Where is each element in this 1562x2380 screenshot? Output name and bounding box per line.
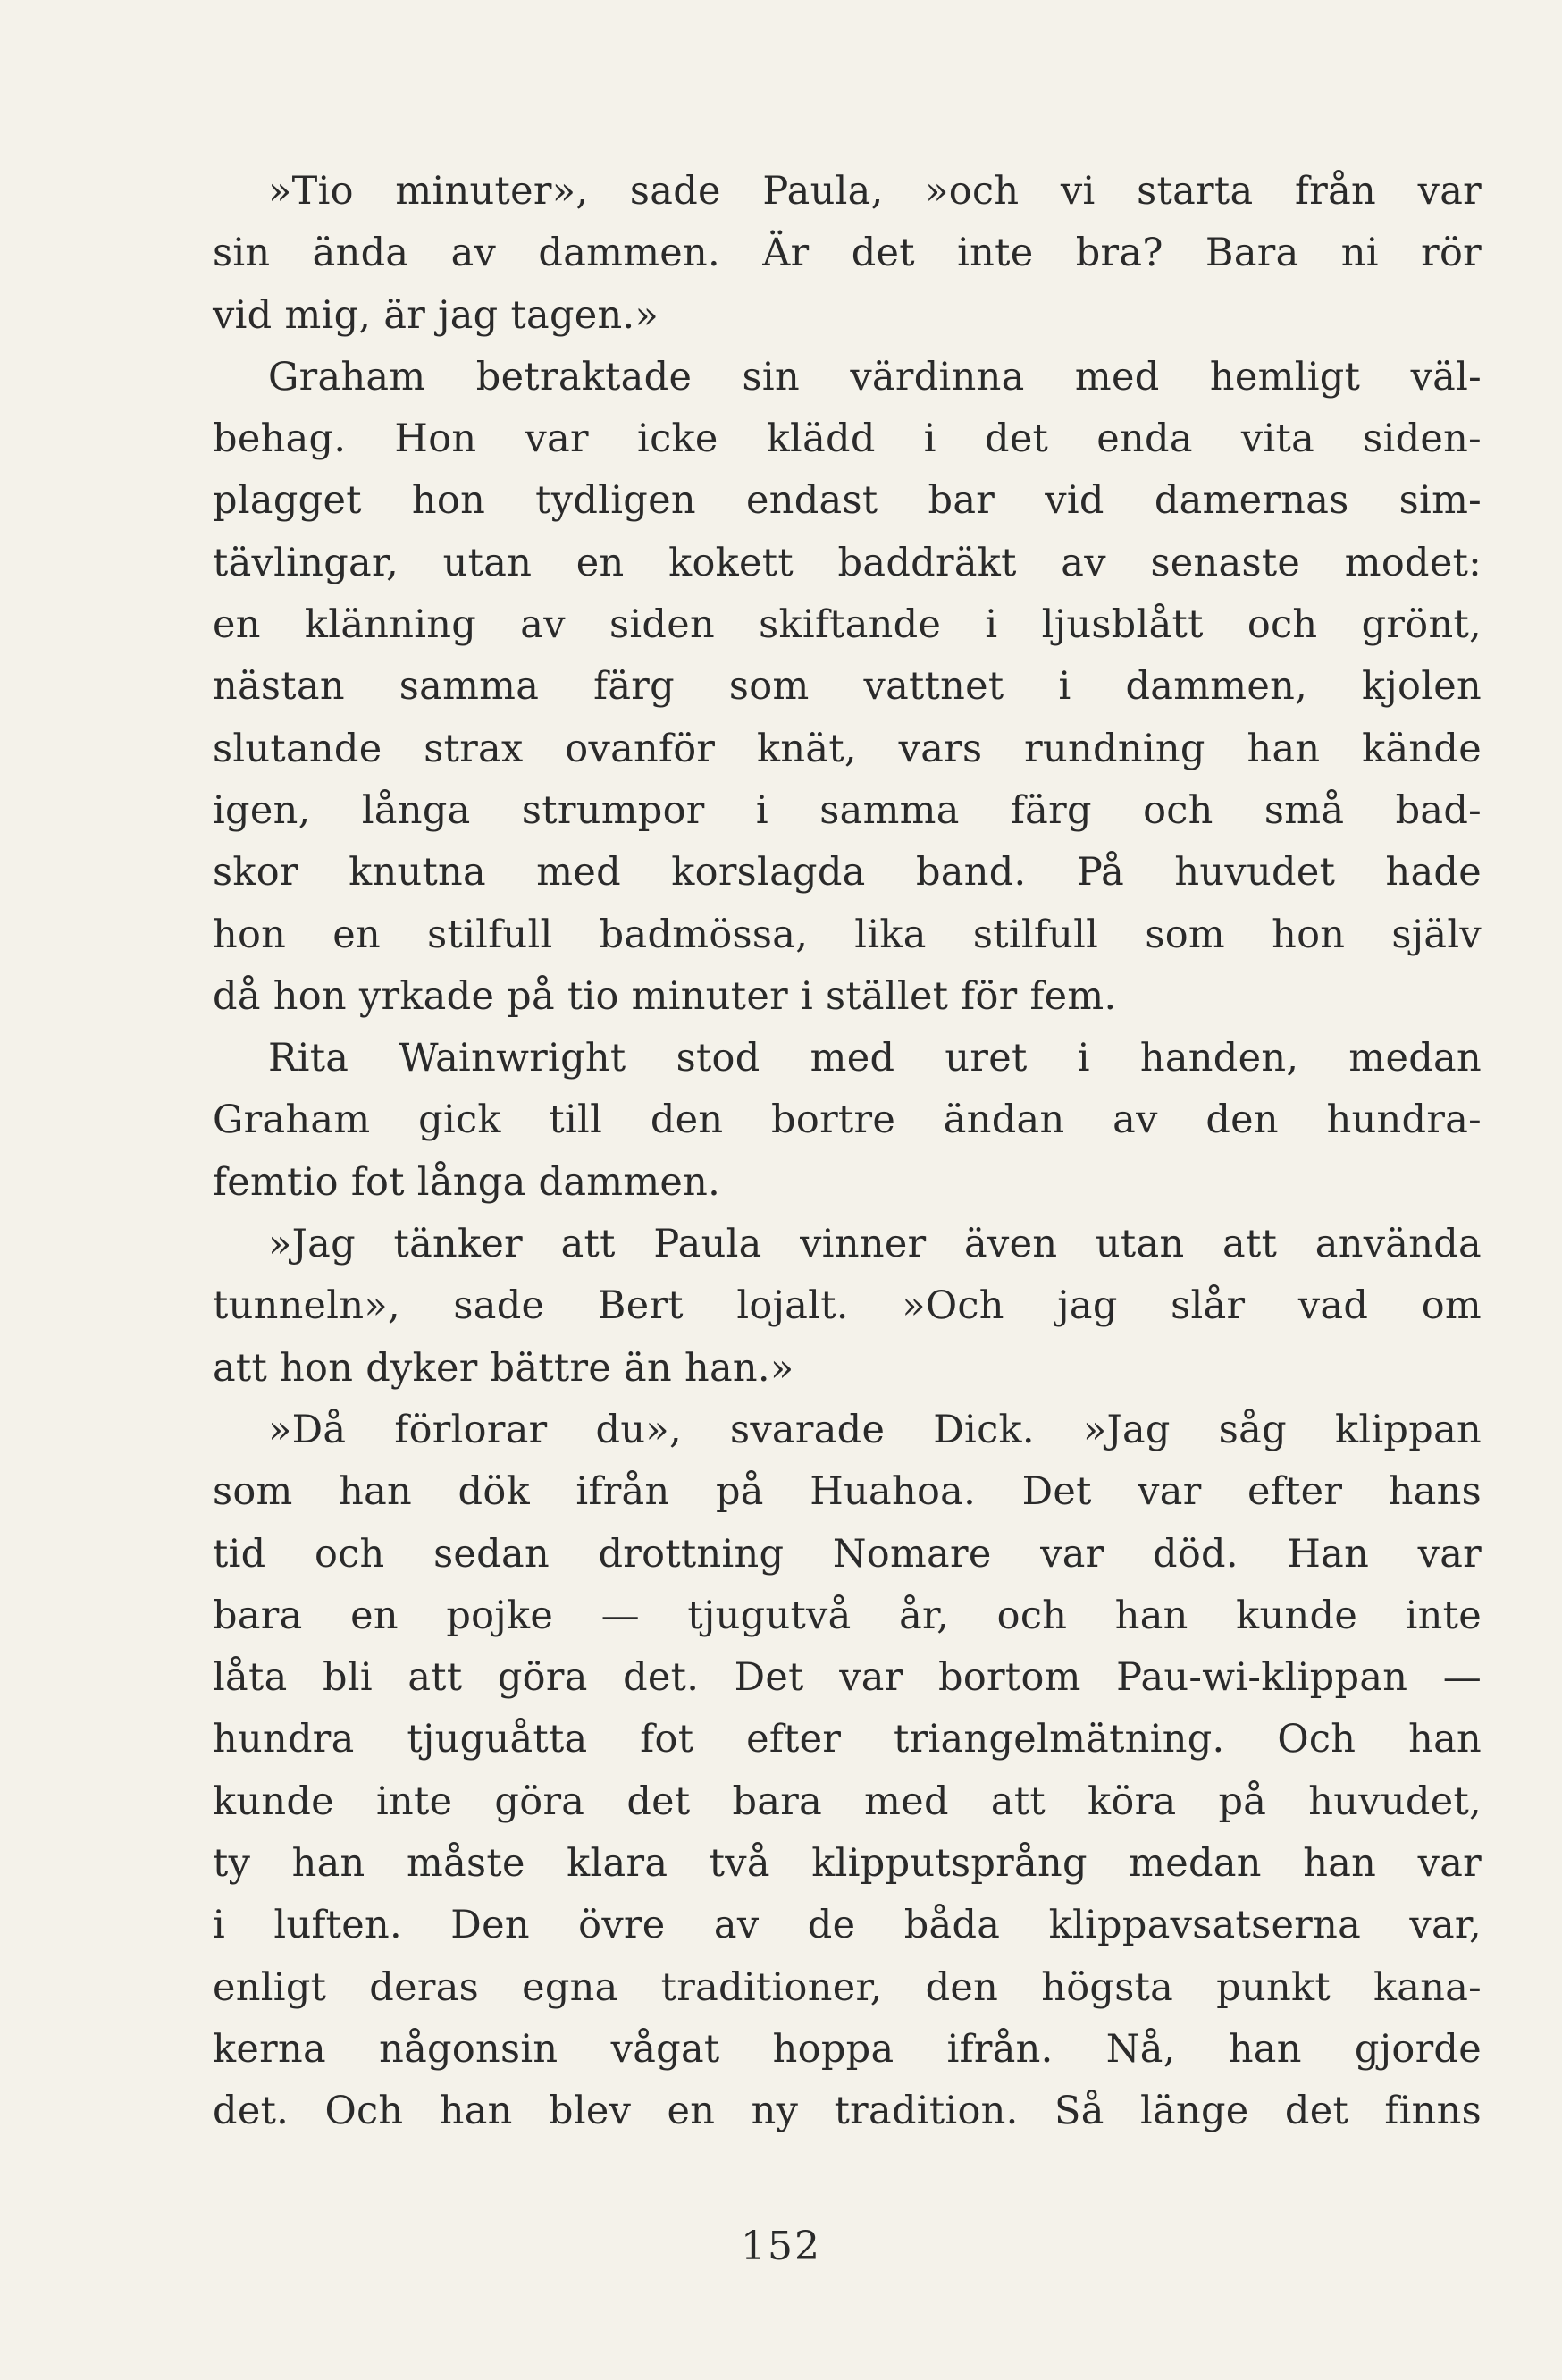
- text-line: tävlingar, utan en kokett baddräkt av senaste modet:: [213, 540, 1482, 585]
- text-line: ty han måste klara två klipputsprång medan han var: [213, 1841, 1482, 1887]
- text-line: bara en pojke — tjugutvå år, och han kunde inte: [213, 1593, 1482, 1638]
- text-line: kerna någonsin vågat hoppa ifrån. Nå, han gjorde: [213, 2026, 1482, 2072]
- text-line: slutande strax ovanför knät, vars rundning han kände: [213, 726, 1482, 771]
- text-line: skor knutna med korslagda band. På huvudet hade: [213, 850, 1482, 896]
- text-line: i luften. Den övre av de båda klippavsatserna var,: [213, 1903, 1482, 1948]
- text-line: tunneln», sade Bert lojalt. »Och jag slår vad om: [213, 1283, 1482, 1329]
- text-line: hon en stilfull badmössa, lika stilfull som hon själv: [213, 912, 1482, 957]
- text-line: vid mig, är jag tagen.»: [213, 292, 659, 338]
- text-line: låta bli att göra det. Det var bortom Pau-wi-klippan —: [213, 1655, 1482, 1701]
- text-line: tid och sedan drottning Nomare var död. Han var: [213, 1531, 1482, 1577]
- text-line: kunde inte göra det bara med att köra på huvudet,: [213, 1779, 1482, 1824]
- text-line: »Då förlorar du», svarade Dick. »Jag såg klippan: [268, 1407, 1482, 1452]
- text-line: igen, långa strumpor i samma färg och små bad-: [213, 787, 1482, 833]
- body-text: [213, 161, 1482, 2143]
- text-line: sin ända av dammen. Är det inte bra? Bara ni rör: [213, 231, 1482, 276]
- text-line: »Tio minuter», sade Paula, »och vi starta från var: [268, 169, 1482, 214]
- text-line: Rita Wainwright stod med uret i handen, medan: [268, 1036, 1482, 1081]
- text-line: Graham betraktade sin värdinna med hemligt väl-: [268, 354, 1482, 399]
- text-line: »Jag tänker att Paula vinner även utan att använda: [268, 1222, 1482, 1267]
- text-line: enligt deras egna traditioner, den högsta punkt kana-: [213, 1964, 1482, 2010]
- text-line: femtio fot långa dammen.: [213, 1159, 721, 1205]
- text-line: som han dök ifrån på Huahoa. Det var efter hans: [213, 1469, 1482, 1515]
- page-number: 152: [741, 2224, 821, 2269]
- text-line: nästan samma färg som vattnet i dammen, kjolen: [213, 664, 1482, 710]
- text-line: plagget hon tydligen endast bar vid damernas sim-: [213, 478, 1482, 524]
- text-line: då hon yrkade på tio minuter i stället för fem.: [213, 973, 1117, 1019]
- text-line: en klänning av siden skiftande i ljusblått och grönt,: [213, 602, 1482, 648]
- text-line: behag. Hon var icke klädd i det enda vita siden-: [213, 416, 1482, 462]
- text-line: det. Och han blev en ny tradition. Så länge det finns: [213, 2089, 1482, 2134]
- text-line: Graham gick till den bortre ändan av den hundra-: [213, 1097, 1482, 1143]
- text-line: att hon dyker bättre än han.»: [213, 1345, 794, 1391]
- text-line: hundra tjuguåtta fot efter triangelmätning. Och han: [213, 1717, 1482, 1762]
